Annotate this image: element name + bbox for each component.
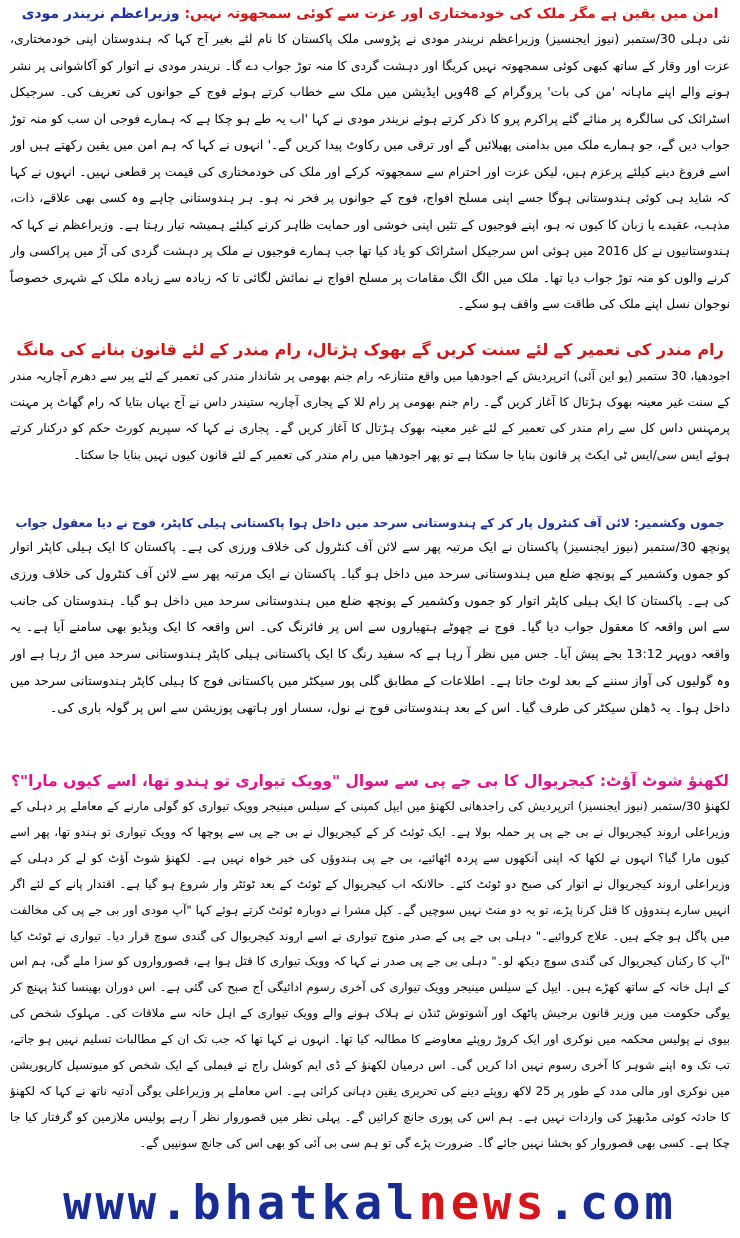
article-body: لکھنؤ 30/ستمبر (نیوز ایجنسیز) اترپردیش کی راجدھانی لکھنؤ میں ایپل کمپنی کے سیلس مینیجر وویک تیواری کو گولی مارنے کے معاملے پر دہلی کے وزیراعلی اروند کیجریوال نے بی جے پی پر حملہ بولا ہے۔ ایک ٹوئٹ کر کے کیجریوال نے بی جے پی سے پوچھا کہ وویک تیواری تو ہندو تھا، پھر اسے کیوں مارا گیا؟ انہوں نے لکھا کہ اپنی آنکھوں سے پردہ اٹھائیے، بی جے پی ہندوؤں کی خیر خواہ نہیں ہے۔ لکھنؤ شوٹ آؤٹ کو لے کر دہلی کے وزیراعلی اروند کیجریوال نے اتوار کی صبح دو ٹوئٹ کئے۔ حالانکہ اب کیجریوال کے ٹوئٹ کے بعد ٹوئٹر وار شروع ہو گیا ہے۔ اقتدار پانے کے لئے اگر انہیں سارے ہندوؤں کا قتل کرنا پڑے، تو یہ دو منٹ نہیں سوچیں گے۔ کپل مشرا نے دوبارہ ٹوئٹ کرتے ہوئے کہا "آپ مودی اور بی جے پی کی مخالفت میں پاگل ہو چکے ہیں۔ علاج کروائیے۔" دہلی بی جے پی کے صدر منوج تیواری نے اسے اروند کیجریوال کی گندی سوچ قرار دیا۔ تیواری نے ٹوئٹ کیا "آپ کا رکنان کیجریوال کی گندی سوچ دیکھ لو۔" دہلی بی جے پی صدر نے کہا کہ وویک تیواری کا قتل ہوا ہے، قصورواروں کو سزا ملے گی، ہم اس کے اہل خانہ کے ساتھ کھڑے ہیں۔ ایپل کے سیلس مینیجر وویک تیواری کی آخری رسوم ادائیگی آج صبح کی گئی ہے۔ اس دوران بھینسا کنڈ پہنچ کر یوگی حکومت میں وزیر قانون برجیش پاٹھک اور آشوتوش ٹنڈن نے ہلاک ہونے والے وویک تیواری کے اہل خانہ سے ملاقات کی۔ مہلوک شخص کی بیوی نے پولیس محکمہ میں نوکری اور ایک کروڑ روپئے معاوضے کا مطالبہ کیا تھا۔ انہوں نے کہا تھا کہ جب تک ان کے مطالبات تسلیم نہیں ہو جاتے، تب تک وہ اپنے شوہر کا آخری رسوم نہیں ادا کریں گی۔ اس درمیان لکھنؤ کے ڈی ایم کوشل راج نے فیملی کے ایک شخص کو میونسپل کارپوریشن میں نوکری اور مالی مدد کے طور پر 25 لاکھ روپئے دینے کی تحریری یقین دہانی کرائی ہے۔ اس معاملے پر وزیراعلی یوگی آدتیہ ناتھ نے کہا کہ لکھنؤ کا حادثہ کوئی مڈبھیڑ کی واردات نہیں ہے۔ ہم اس کی پوری جانچ کرائیں گے۔ پہلی نظر میں قصوروار نظر آ رہے پولیس ملازمین کو گرفتار کیا جا چکا ہے۔ کسی بھی قصوروار کو بخشا نہیں جائے گا۔ ضرورت پڑے گی تو ہم سی بی آئی کو بھی اس کی جانچ سونپیں گے۔: [10, 799, 730, 1150]
article-modi: [10, 6, 730, 336]
article-body: اجودھیا، 30 ستمبر (یو این آئی) اترپردیش کے اجودھیا میں واقع متنازعہ رام جنم بھومی پر شاندار مندر کی تعمیر کے لئے پیر سے دھرم آچاریہ مندر کے سنت غیر معینہ بھوک ہڑتال کا آغاز کریں گے۔ رام جنم بھومی پر رام للا کے پجاری آچاریہ ستیندر داس نے آج یہاں بتایا کہ رام گھاٹ پر مہنت پرمہنس داس کل سے رام مندر کی تعمیر کے لئے غیر معینہ بھوک ہڑتال کا آغاز کریں گے۔ پجاری نے کہا کہ سپریم کورٹ حکم کو درکنار کرتے ہوئے ایس سی/ایس ٹی ایکٹ پر قانون بنایا جا سکتا ہے تو پھر اجودھیا میں رام مندر کی تعمیر کے لئے قانون کیوں نہیں بنایا جا سکتا۔: [10, 369, 730, 462]
article-headline: رام مندر کی تعمیر کے لئے سنت کریں گے بھوک ہڑتال، رام مندر کے لئے قانون بنانے کی مانگ: [16, 340, 724, 359]
footer-com: .com: [547, 1176, 677, 1231]
article-body: پونچھ 30/ستمبر (نیوز ایجنسیز) پاکستان نے ایک مرتبہ پھر سے لائن آف کنٹرول کی خلاف ورزی کی ہے۔ پاکستان کا ایک ہیلی کاپٹر اتوار کو جموں وکشمیر کے پونچھ ضلع میں ہندوستانی سرحد میں داخل ہو گیا۔ پاکستان نے ایک مرتبہ پھر سے لائن آف کنٹرول کی خلاف ورزی کی ہے۔ پاکستان کا ایک ہیلی کاپٹر اتوار کو جموں وکشمیر کے پونچھ ضلع میں ہندوستانی سرحد میں داخل ہو گیا۔ ہندوستان کی جانب سے اس واقعہ کا معقول جواب دیا گیا۔ فوج نے چھوٹے ہتھیاروں سے اس پر فائرنگ کی۔ اس واقعہ کا ایک ویڈیو بھی سامنے آیا ہے۔ یہ واقعہ دوپہر 13:12 بجے پیش آیا۔ جس میں نظر آ رہا ہے کہ سفید رنگ کا ایک پاکستانی ہیلی کاپٹر ہندوستانی سرحد میں اڑ رہا ہے اور وہ گولیوں کی آواز سننے کے بعد لوٹ جاتا ہے۔ اطلاعات کے مطابق گلی پور سیکٹر میں پاکستانی فوج کا ہیلی کاپٹر ہندوستانی سرحد میں داخل ہوا۔ یہ ڈھلن سیکٹر کی طرف گیا۔ اس کے بعد ہندوستانی فوج نے نول، سسار اور ہاتھی پوزیشن سے اس پر گولہ باری کی۔: [10, 539, 730, 715]
site-url-footer[interactable]: [0, 1176, 740, 1232]
footer-www: www.: [63, 1176, 193, 1231]
footer-news: news: [418, 1176, 548, 1231]
article-body: نئی دہلی 30/ستمبر (نیوز ایجنسیز) وزیراعظم نریندر مودی نے پڑوسی ملک پاکستان کا نام لئے بغیر آج کہا کہ ہندوستان اپنی خودمختاری، عزت اور وقار کے ساتھ کبھی کوئی سمجھوتہ نہیں کریگا اور دہشت گردی کا منہ توڑ جواب دے گا۔ نریندر مودی نے اتوار کو آکاشوانی پر نشر ہونے والے اپنے ماہانہ 'من کی بات' پروگرام کے 48ویں ایڈیشن میں ملک سے خطاب کرتے ہوئے فوج کے جوانوں کی تعریف کی۔ سرجیکل اسٹرائک کی سالگرہ پر منائے گئے پراکرم پرو کا ذکر کرتے ہوئے نریندر مودی نے کہا 'اب یہ طے ہو چکا ہے کہ ہمارے فوجی ان سب کو منہ توڑ جواب دیں گے، جو ہمارے ملک میں بدامنی پھیلائیں گے اور ترقی میں رکاوٹ پیدا کریں گے۔' انہوں نے کہا کہ ہم امن میں یقین رکھتے ہیں اور اسے فروغ دینے کیلئے پرعزم ہیں، لیکن عزت اور احترام سے سمجھوتہ کرکے اور ملک کی خودمختاری کی قیمت پر قطعی نہیں۔ انہوں نے کہا کہ شاید ہی کوئی ہندوستانی ہوگا جسے اپنی مسلح افواج، فوج کے جوانوں پر فخر نہ ہو۔ ہر ہندوستانی چاہے وہ کسی بھی علاقے، ذات، مذہب، عقیدے یا زبان کا کیوں نہ ہو، اپنے فوجیوں کے تئیں اپنی خوشی اور حمایت ظاہر کرنے کیلئے ہمیشہ تیار رہتا ہے۔ وزیراعظم نے کہا کہ ہندوستانیوں نے کل 2016 میں ہوئی اس سرجیکل اسٹرائک کو یاد کیا تھا جب ہمارے فوجیوں نے ملک پر دہشت گردی کی آڑ میں پراکسی وار کرنے والوں کو منہ توڑ جواب دیا تھا۔ ملک میں الگ الگ مقامات پر مسلح افواج نے نمائش لگائی تا کہ زیادہ سے زیادہ ملک کے شہری خصوصاً نوجوان نسل اپنے ملک کی طاقت سے واقف ہو سکے۔: [10, 32, 730, 311]
article-headline: لکھنؤ شوٹ آؤٹ: کیجریوال کا بی جے پی سے سوال "وویک تیواری تو ہندو تھا، اسے کیوں مارا"؟: [11, 772, 729, 790]
article-poonch: [10, 516, 730, 762]
footer-bhatkal: bhatkal: [192, 1176, 419, 1231]
article-headline: جموں وکشمیر: لائن آف کنٹرول پار کر کے ہندوستانی سرحد میں داخل ہوا پاکستانی ہیلی کاپٹر، فوج نے دیا معقول جواب: [15, 516, 725, 530]
article-lucknow: [10, 772, 730, 1172]
article-ram-mandir: [10, 340, 730, 508]
headline-speaker: وزیراعظم نریندر مودی: [21, 6, 180, 22]
headline-main: امن میں یقین ہے مگر ملک کی خودمختاری اور عزت سے کوئی سمجھوتہ نہیں:: [184, 6, 719, 22]
article-headline: [10, 6, 730, 22]
